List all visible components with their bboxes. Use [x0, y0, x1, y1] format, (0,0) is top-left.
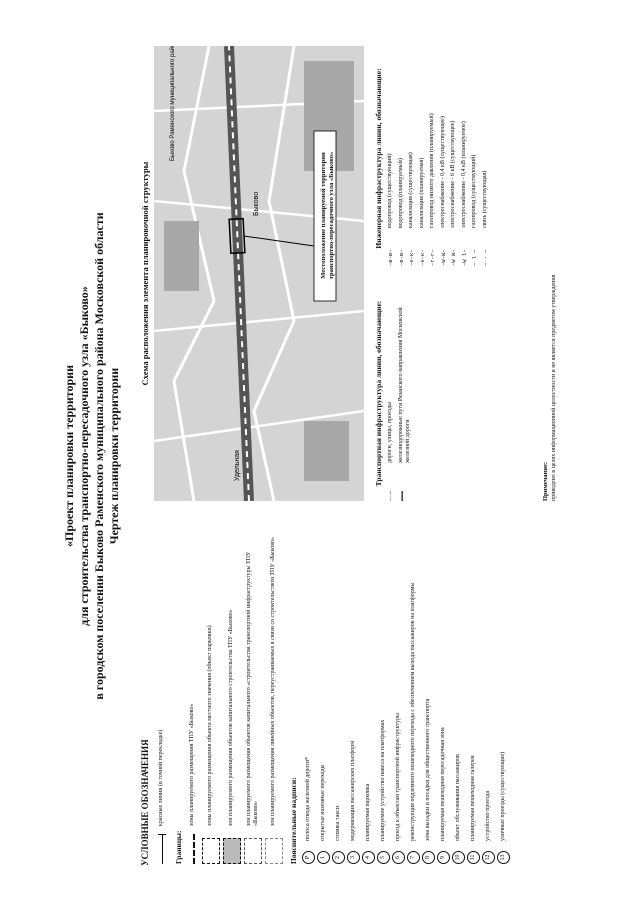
engineering-line-symbol: –W W– [450, 249, 457, 266]
border-row [202, 526, 220, 864]
explanation-number: 2 [332, 851, 345, 864]
explanation-row [497, 526, 510, 864]
title-line-4: Чертеж планировки территории [107, 367, 121, 545]
explanation-row [437, 526, 450, 864]
explanation-row [332, 526, 345, 864]
engineering-row [419, 51, 427, 266]
title-line-2: для строительства транспортно-пересадочного узла «Быково» [77, 286, 91, 626]
explanation-text: открытые наземные переходы [319, 764, 326, 841]
drawing-sheet [54, 46, 594, 866]
legend-red-line [156, 526, 168, 864]
title-line-3: в городском поселении Быково Раменского муниципального района Московской области [92, 212, 106, 700]
engineering-row [450, 51, 458, 266]
label-bykovo: Быково [253, 191, 260, 216]
explanation-row [347, 526, 360, 864]
explanation-text: уличные проезды (существующие) [499, 751, 506, 841]
engineering-row [482, 51, 490, 266]
engineering-label: электроснабжение - 0,4 кВ (существующее) [439, 116, 446, 228]
engineering-row [398, 51, 406, 266]
engineering-row [429, 51, 437, 266]
transport-row [398, 286, 413, 501]
engineering-list [387, 51, 489, 266]
note [542, 46, 558, 501]
explanations-heading: Пояснительные надписи: [289, 777, 298, 864]
border-box-symbol [265, 838, 283, 864]
explanation-row [452, 526, 465, 864]
explanation-row [422, 526, 435, 864]
explanation-text: планируемое устройство навеса на платформах [379, 719, 386, 841]
explanation-row [317, 526, 330, 864]
explanation-number: 3 [347, 851, 360, 864]
engineering-row [408, 51, 416, 266]
explanation-row [482, 526, 495, 864]
explanation-number: 7 [407, 851, 420, 864]
border-box-symbol [244, 838, 262, 864]
red-line-label: красные линии (в точной перекладке) [158, 729, 165, 826]
location-scheme [140, 46, 369, 501]
transport-heading: Транспортная инфраструктура линии, обозначающие: [374, 300, 383, 487]
explanation-text: реконструкция подземного пешеходного перехода с обеспечением выхода пассажиров на платформы [409, 582, 416, 841]
transport-label: железнодорожные пути Рязанского направления Московской железной дороги [397, 307, 411, 463]
document-title [62, 46, 122, 866]
infrastructure-legend [374, 46, 589, 501]
border-label: зон планируемого размещения линейных объектов, переустраиваемых в связи со строительством ТПУ «Быково» [270, 537, 277, 826]
legend [140, 526, 590, 866]
engineering-label: водопровод (существующий) [387, 153, 393, 228]
engineering-row [440, 51, 448, 266]
border-label: зон планируемого размещения объектов капитального строительства ТПУ «Быково» [228, 609, 235, 826]
note-heading: Примечание: [542, 461, 549, 501]
engineering-legend [374, 51, 492, 266]
explanation-row [467, 526, 480, 864]
transport-list [387, 286, 413, 501]
engineering-heading: Инженерная инфраструктура линии, обозначающие: [374, 68, 383, 249]
border-label: зоны планируемого размещения ТПУ «Быково» [189, 703, 196, 826]
explanations-list [302, 526, 510, 866]
transport-line-symbol: —·— [387, 491, 394, 501]
explanation-text: проезд к объектам транспортной инфраструктуры [394, 713, 401, 841]
explanation-row [377, 526, 390, 864]
engineering-label: водопровод (планируемый) [397, 158, 404, 228]
label-district: Быково Раменского муниципального района [170, 46, 176, 161]
legend-heading: УСЛОВНЫЕ ОБОЗНАЧЕНИЯ [140, 739, 150, 866]
engineering-label: газопровод низкого давления (планируемый) [429, 113, 435, 228]
explanation-row [407, 526, 420, 864]
explanation-number: 12 [482, 851, 495, 864]
border-row [187, 526, 199, 864]
border-dash-symbol [187, 834, 199, 864]
engineering-row [461, 51, 469, 266]
explanation-text: модернизация пассажирских платформ [349, 741, 356, 841]
engineering-line-symbol: –в–в– [387, 249, 394, 266]
explanation-number: 8 [422, 851, 435, 864]
transport-row [387, 286, 395, 501]
explanation-text: полоса отвода железной дороги* [304, 756, 311, 841]
border-box-symbol [223, 838, 241, 864]
explanation-text: стоянка такси [334, 805, 341, 841]
border-row [244, 526, 262, 864]
explanation-text: планируемая пешеходная пересадочная зона [439, 727, 446, 841]
explanation-row [302, 526, 315, 864]
engineering-label: газопровод (существующий) [471, 154, 477, 228]
engineering-label: электроснабжение - 6 кВ (существующее) [450, 120, 456, 228]
red-line-symbol [156, 834, 168, 864]
engineering-label: канализация (существующая) [408, 152, 414, 228]
map-callout: Местоположение планируемой территории транспортно-пересадочного узла «Быково» [320, 151, 335, 280]
engineering-line-symbol: –в–в– [397, 249, 405, 266]
border-box-symbol [202, 838, 220, 864]
explanation-text: планируемая пешеходная галерея [469, 755, 476, 841]
explanation-text: устройство проезда [484, 790, 491, 841]
engineering-line-symbol: — l — [471, 249, 478, 266]
explanation-row [392, 526, 405, 864]
explanation-number: 4 [362, 851, 375, 864]
explanation-number: 13 [497, 851, 510, 864]
explanation-number: 9 [437, 851, 450, 864]
map-caption: Схема расположения элемента планировочной структуры [140, 161, 150, 386]
explanation-number: 5 [377, 851, 390, 864]
title-line-1: «Проект планировки территории [62, 364, 76, 548]
engineering-label: электроснабжение - 0,4 кВ (планируемое) [460, 121, 467, 228]
map-woodland [164, 221, 199, 291]
border-row [223, 526, 241, 864]
border-row [265, 526, 283, 864]
explanation-number: 11 [467, 851, 480, 864]
explanation-text: планируемая парковка [364, 783, 371, 841]
transport-legend [374, 286, 416, 501]
engineering-row [387, 51, 395, 266]
transport-label: дороги, улицы, проезды [387, 401, 393, 463]
engineering-line-symbol: –г–г– [429, 249, 436, 266]
engineering-line-symbol: –W–W– [439, 249, 447, 266]
engineering-line-symbol: — · — [481, 249, 489, 266]
engineering-line-symbol: –к–к– [418, 249, 426, 266]
explanation-number: Р [302, 851, 315, 864]
explanation-number: 1 [317, 851, 330, 864]
explanation-text: зона высадки и посадки для общественного транспорта [424, 698, 431, 841]
engineering-row [471, 51, 479, 266]
border-label: зон планируемого размещения объектов капитального «строительства транспортной инфраструктуры ТПУ «Быково» [245, 551, 259, 826]
engineering-line-symbol: –к–к– [408, 249, 415, 266]
label-udelnaya: Удельная [234, 450, 241, 481]
map-woodland [304, 421, 349, 481]
border-label: зоны планируемого размещения объекта местного значения (объект парковки) [207, 625, 214, 826]
explanation-row [362, 526, 375, 864]
note-text: приведено в целях информационной целостности и не является предметом утверждения [551, 274, 557, 501]
borders-heading: Границы: [174, 830, 183, 864]
engineering-label: канализация (планируемая) [418, 157, 425, 228]
explanation-number: 6 [392, 851, 405, 864]
explanation-number: 10 [452, 851, 465, 864]
engineering-label: связь (существующая) [481, 170, 488, 228]
engineering-line-symbol: –W l– [460, 249, 468, 266]
explanation-text: объект обслуживания пассажиров [454, 754, 461, 841]
transport-line-symbol: ▬▬▬ [397, 491, 405, 501]
